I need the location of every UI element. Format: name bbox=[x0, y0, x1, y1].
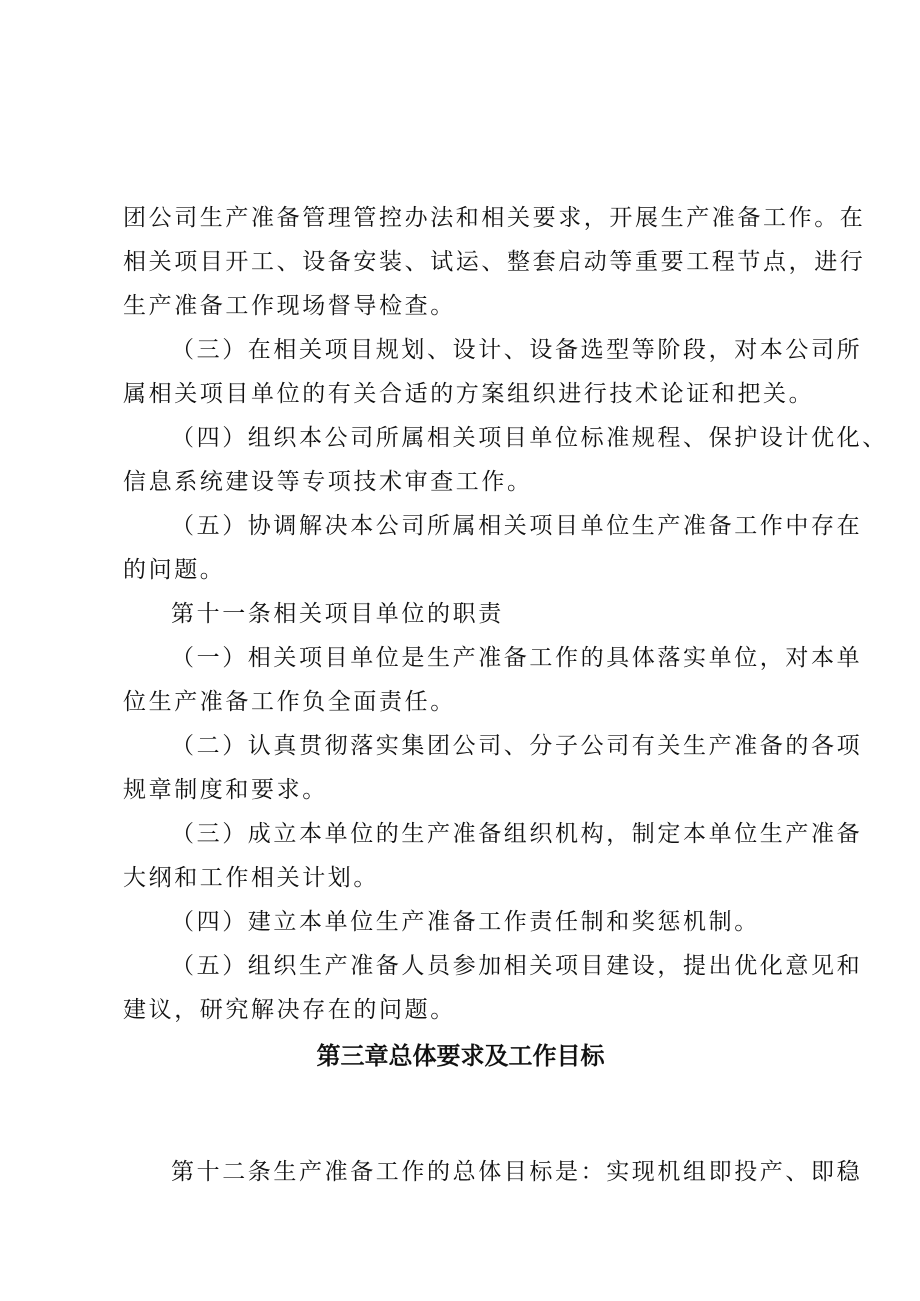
article-heading: 第十二条生产准备工作的总体目标是：实现机组即投产、即稳 bbox=[171, 1159, 863, 1185]
text-line: 属相关项目单位的有关合适的方案组织进行技术论证和把关。 bbox=[123, 381, 815, 407]
text-line: 规章制度和要求。 bbox=[123, 777, 328, 803]
text-line: 建议，研究解决存在的问题。 bbox=[123, 997, 456, 1023]
text-line: （一）相关项目单位是生产准备工作的具体落实单位，对本单 bbox=[171, 645, 863, 671]
text-line: （五）协调解决本公司所属相关项目单位生产准备工作中存在 bbox=[171, 513, 863, 539]
document-page bbox=[123, 196, 888, 1194]
text-line: 的问题。 bbox=[123, 557, 226, 583]
spacer bbox=[123, 1080, 798, 1150]
text-line: 相关项目开工、设备安装、试运、整套启动等重要工程节点，进行 bbox=[123, 249, 866, 275]
text-line: 生产准备工作现场督导检查。 bbox=[123, 293, 456, 319]
text-line: 信息系统建设等专项技术审查工作。 bbox=[123, 469, 533, 495]
text-line: （四）建立本单位生产准备工作责任制和奖惩机制。 bbox=[171, 909, 760, 935]
text-line: 位生产准备工作负全面责任。 bbox=[123, 689, 456, 715]
text-line: 大纲和工作相关计划。 bbox=[123, 865, 379, 891]
text-line: 团公司生产准备管理管控办法和相关要求，开展生产准备工作。在 bbox=[123, 205, 866, 231]
article-heading: 第十一条相关项目单位的职责 bbox=[171, 601, 504, 627]
text-line: （五）组织生产准备人员参加相关项目建设，提出优化意见和 bbox=[171, 953, 863, 979]
text-line: （三）在相关项目规划、设计、设备选型等阶段，对本公司所 bbox=[171, 337, 863, 363]
chapter-title: 第三章总体要求及工作目标 bbox=[316, 1042, 605, 1070]
text-line: （二）认真贯彻落实集团公司、分子公司有关生产准备的各项 bbox=[171, 733, 863, 759]
text-line: （四）组织本公司所属相关项目单位标准规程、保护设计优化、 bbox=[171, 425, 888, 451]
text-line: （三）成立本单位的生产准备组织机构，制定本单位生产准备 bbox=[171, 821, 863, 847]
